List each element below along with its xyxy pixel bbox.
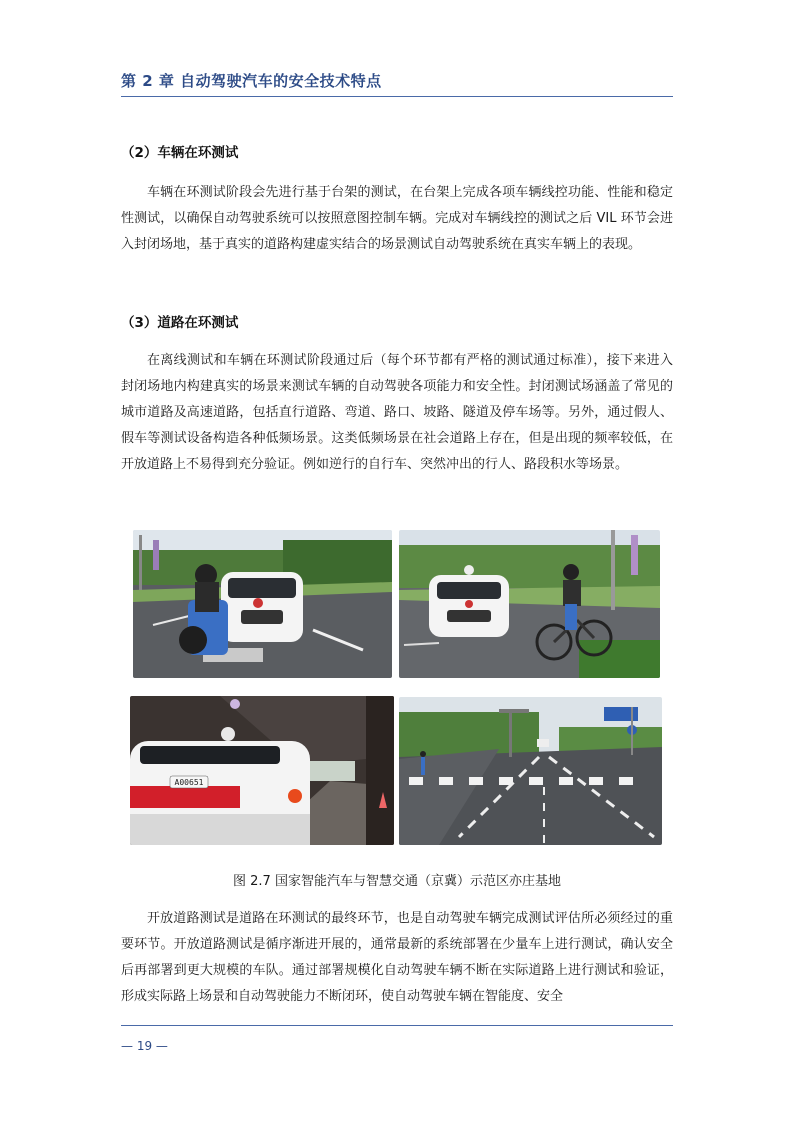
header-divider (121, 96, 673, 97)
page-number: — 19 — (121, 1039, 168, 1053)
photo-intersection-crosswalk (399, 697, 662, 845)
tunnel-car-plate: A00651 (174, 778, 204, 787)
paragraph-open-road: 开放道路测试是道路在环测试的最终环节，也是自动驾驶车辆完成测试评估所必须经过的重要环节。开放道路测试是循序渐进开展的，通常最新的系统部署在少量车上进行测试，确认安全后再部署到更大规模的车队。通过部署规模化自动驾驶车辆不断在实际道路上进行测试和验证，形成实际路上场景和自动驾驶能力不断闭环，使自动驾驶车辆在智能度、安全 (121, 911, 673, 1004)
photo-tunnel-car (130, 696, 394, 845)
chapter-header-title: 第 2 章 自动驾驶汽车的安全技术特点 (121, 72, 382, 90)
photo-bicycle-dummy (399, 530, 660, 678)
section-heading-vehicle-in-loop: （2）车辆在环测试 (121, 145, 239, 161)
footer-divider (121, 1025, 673, 1026)
figure-caption: 图 2.7 国家智能汽车与智慧交通（京冀）示范区亦庄基地 (233, 874, 561, 889)
paragraph-vehicle-in-loop: 车辆在环测试阶段会先进行基于台架的测试，在台架上完成各项车辆线控功能、性能和稳定性测试，以确保自动驾驶系统可以按照意图控制车辆。完成对车辆线控的测试之后 VIL 环节会进入封闭场地，基于真实的道路构建虚实结合的场景测试自动驾驶系统在真实车辆上的表现。 (121, 185, 673, 252)
photo-motorcycle-dummy (133, 530, 392, 678)
paragraph-road-in-loop: 在离线测试和车辆在环测试阶段通过后（每个环节都有严格的测试通过标准），接下来进入封闭场地内构建真实的场景来测试车辆的自动驾驶各项能力和安全性。封闭测试场涵盖了常见的城市道路及高速道路，包括直行道路、弯道、路口、坡路、隧道及停车场等。另外，通过假人、假车等测试设备构造各种低频场景。这类低频场景在社会道路上存在，但是出现的频率较低，在开放道路上不易得到充分验证。例如逆行的自行车、突然冲出的行人、路段积水等场景。 (121, 353, 673, 472)
section-heading-road-in-loop: （3）道路在环测试 (121, 315, 239, 331)
